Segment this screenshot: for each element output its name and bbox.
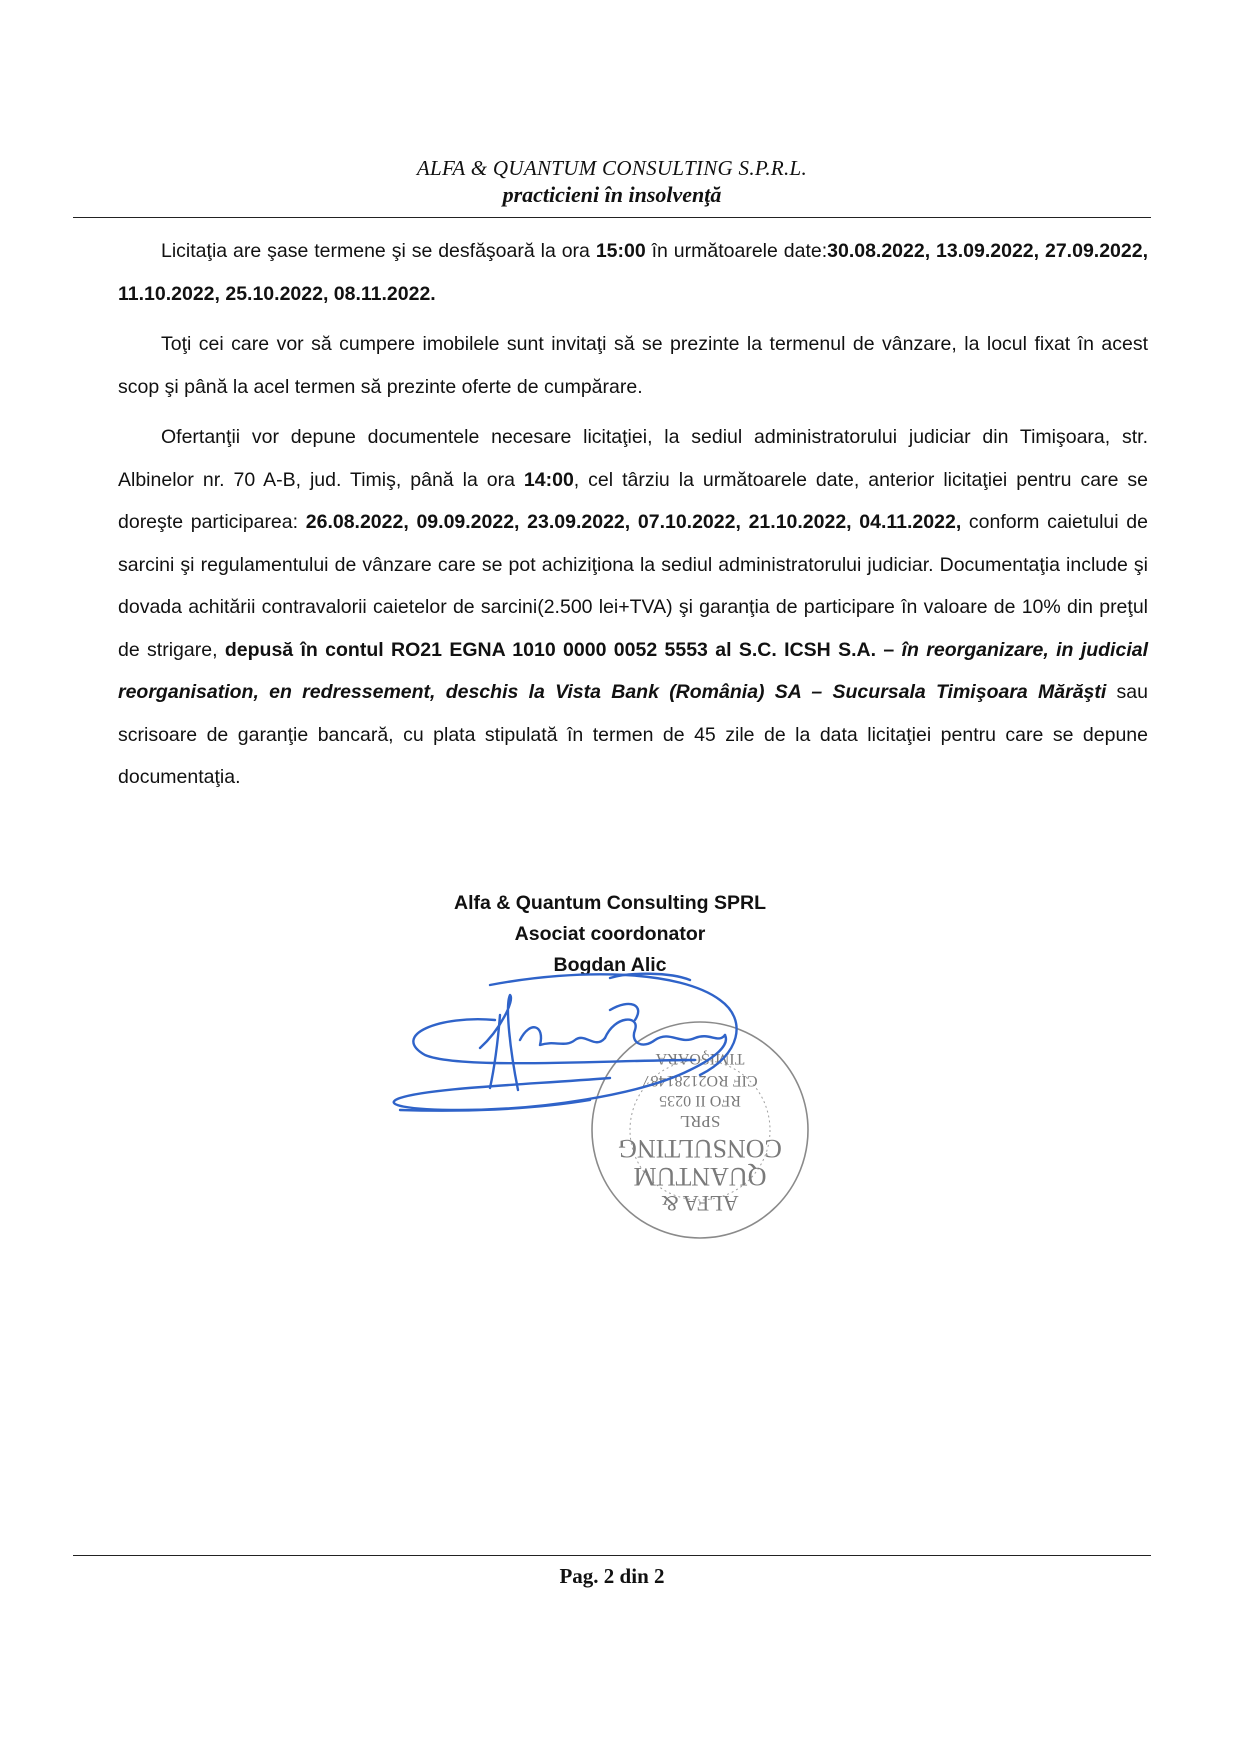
signatory-name: Bogdan Alic: [553, 954, 667, 976]
paragraph-documents: [118, 416, 1148, 799]
stamp-text: TIMIŞOARA: [655, 1050, 745, 1067]
paragraph-text: conform caietului de sarcini şi regulamentului de vânzare care se pot achiziţiona la sediul administratorului judiciar. Documentaţia include şi dovada achitării contravalorii caietelor de sarcini(2.500 lei+TVA) şi garanţia de participare în valoare de 10% din preţul de strigare,: [118, 511, 1148, 661]
signatory-company: Alfa & Quantum Consulting SPRL: [454, 892, 766, 914]
document-header: [73, 155, 1151, 209]
account-holder: în reorganizare, in judicial reorganisation, en redressement, deschis la Vista Bank (România) SA – Sucursala Timişoara Mărăşti: [118, 638, 1148, 703]
deadline-dates: 26.08.2022, 09.09.2022, 23.09.2022, 07.10.2022, 21.10.2022, 04.11.2022,: [305, 511, 962, 533]
stamp-text: CONSULTING: [618, 1134, 782, 1163]
bank-account: depusă în contul RO21 EGNA 1010 0000 0052 5553 al S.C. ICSH S.A. –: [224, 638, 902, 661]
footer-divider: [73, 1555, 1151, 1556]
paragraph-text: în următoarele date:: [645, 240, 828, 262]
paragraph-text: , cel târziu la următoarele date, anterior licitaţiei pentru care se doreşte participarea:: [118, 468, 1148, 533]
company-stamp-icon: [592, 1022, 808, 1238]
paragraph-text: sau scrisoare de garanţie bancară, cu plata stipulată în termen de 45 zile de la data licitaţiei pentru care se depune documentaţia.: [118, 681, 1148, 788]
firm-subtitle: practicieni în insolvenţă: [502, 182, 722, 207]
firm-name: ALFA & QUANTUM CONSULTING S.P.R.L.: [416, 156, 808, 180]
signatory-role: Asociat coordonator: [514, 923, 706, 945]
auction-time: 15:00: [595, 240, 646, 262]
signature-and-stamp: [380, 960, 850, 1280]
paragraph-invitation: [118, 323, 1148, 408]
paragraph-text: Ofertanţii vor depune documentele necesare licitaţiei, la sediul administratorului judiciar din Timişoara, str. Albinelor nr. 70 A-B, jud. Timiş, până la ora: [118, 426, 1148, 491]
stamp-text: CIF RO21281487: [642, 1072, 758, 1089]
page-number: Pag. 2 din 2: [559, 1564, 665, 1588]
stamp-text: RFO II 0235: [659, 1092, 741, 1109]
deadline-time: 14:00: [523, 468, 574, 491]
document-body: [118, 230, 1148, 807]
stamp-text: ALFA &: [661, 1191, 739, 1216]
stamp-text: SPRL: [679, 1112, 721, 1131]
header-divider: [73, 217, 1151, 218]
stamp-text: QUANTUM: [633, 1162, 767, 1191]
paragraph-auction-dates: [118, 230, 1148, 315]
paragraph-text: Toţi cei care vor să cumpere imobilele sunt invitaţi să se prezinte la termenul de vânzare, la locul fixat în acest scop şi până la acel termen să prezinte oferte de cumpărare.: [118, 333, 1148, 398]
paragraph-text: Licitaţia are şase termene şi se desfăşoară la ora: [161, 240, 596, 262]
handwritten-signature-icon: [394, 974, 737, 1111]
auction-dates: 30.08.2022, 13.09.2022, 27.09.2022, 11.10.2022, 25.10.2022, 08.11.2022.: [118, 240, 1148, 305]
